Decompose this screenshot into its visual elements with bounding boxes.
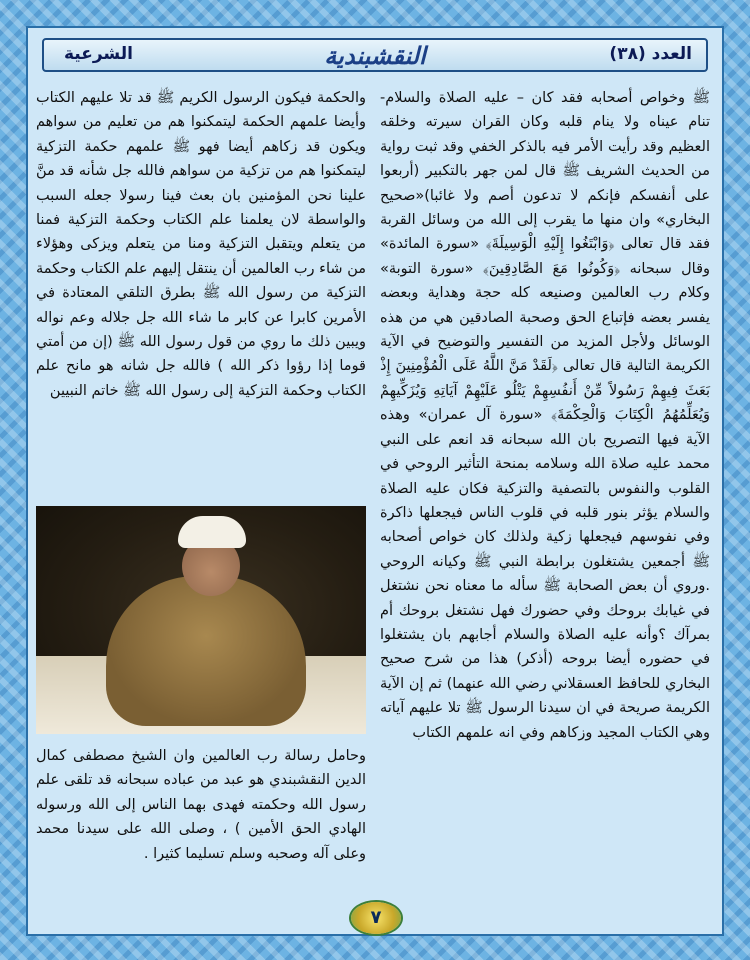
left-column-bottom-text: وحامل رسالة رب العالمين وان الشيخ مصطفى كمال الدين النقشبندي هو عبد من عباده سبحانه قد تلقى علم رسول الله وحكمته فهدى بهما الناس إلى الله ورسوله الهادي الحق الأمين ) ، وصلى الله على سيدنا محمد وعلى آله وصحبه وسلم تسليما كثيرا . — [36, 748, 366, 862]
magazine-title: النقشبندية — [324, 41, 426, 70]
left-column-bottom — [36, 744, 366, 924]
right-column-text: ﷺ وخواص أصحابه فقد كان – عليه الصلاة والسلام- تنام عيناه ولا ينام قلبه وكان القران سيرته وخلقه العظيم وقد رأيت الأمر فيه بالذكر الخفي وقد ثبت رواية من الحديث الشريف ﷺ قال لمن جهر بالتكبير (أربعوا على أنفسكم فإنكم لا تدعون أصم ولا غائبا)«صحيح البخاري» وان منها ما يقرب إلى الله من وسائل القربة فقد قال تعالى ﴿وَابْتَغُوا إِلَيْهِ الْوَسِيلَةَ﴾ «سورة المائدة» وقال سبحانه ﴿وَكُونُوا مَعَ الصَّادِقِينَ﴾ «سورة التوبة» وكلام رب العالمين وصنيعه كله حجة وهداية وبعضه يفسر بعضه فإتباع الحق وصحبة الصادقين هي من هذه الوسائل ولأجل المزيد من التفسير والتوضيح في الآية الكريمة التالية قال تعالى ﴿لَقَدْ مَنَّ اللَّهُ عَلَى الْمُؤْمِنِينَ إِذْ بَعَثَ فِيهِمْ رَسُولاً مِّنْ أَنفُسِهِمْ يَتْلُو عَلَيْهِمْ آيَاتِهِ وَيُزَكِّيهِمْ وَيُعَلِّمُهُمُ الْكِتَابَ وَالْحِكْمَةَ﴾ «سورة آل عمران» وهذه الآية فيها التصريح بان الله سبحانه قد انعم على النبي محمد عليه صلاة الله وسلامه بمنحة التأثير الروحي في القلوب والنفوس بالتصفية والتزكية فكان عليه الصلاة والسلام يؤثر بنور قلبه في قلوب الناس فيجعلها ذاكرة وفي نفوسهم فيجعلها زكية ولذلك كان خواص أصحابه ﷺ أجمعين يشتغلون برابطة النبي ﷺ وكيانه الروحي .وروي أن بعض الصحابة ﷺ سأله ما معناه نحن نشتغل في غيابك بروحك وفي حضورك فهل نشتغل بروحك أم بمرآك ؟وأنه عليه الصلاة والسلام أجابهم بان يشتغلوا في حضوره أيضا بروحه (أذكر) هذا من شرح صحيح البخاري للحافظ العسقلاني رضي الله عنهما) ثم إن الآية الكريمة صريحة في ان سيدنا الرسول ﷺ تلا عليهم آياته وهي الكتاب المجيد وزكاهم وفي انه علمهم الكتاب — [380, 90, 710, 741]
right-column — [380, 86, 710, 928]
page-body — [26, 26, 724, 936]
photo-figure-turban — [178, 516, 246, 548]
section-name: الشرعية — [64, 44, 133, 64]
page-number-badge: ٧ — [351, 902, 401, 934]
left-column-top — [36, 86, 366, 502]
left-column-top-text: والحكمة فيكون الرسول الكريم ﷺ قد تلا عليهم الكتاب وأيضا علمهم الحكمة ليتمكنوا هم من تعليم من سواهم ويكون قد زكاهم أيضا فهو ﷺ علمهم حكمة التزكية ليتمكنوا هم من تزكية من سواهم فالله جل شأنه قد منَّ علينا نحن المؤمنين بان بعث فينا رسولا جعله السبب والواسطة لان يعلمنا علم الكتاب وحكمة التزكية فمنا من يتعلم ويتقبل التزكية ومنا من يتعلم ويزكى وهؤلاء من شاء رب العالمين أن ينتقل إليهم علم الكتاب وحكمة التزكية من رسول الله ﷺ بطرق التلقي المعتادة في الأمرين كابرا عن كابر ما شاء الله جل جلاله وعم نواله ويبين ذلك ما روي من قول رسول الله ﷺ (إن من أمتي قوما إذا رؤوا ذكر الله ) فالله جل شانه هو مانح علم الكتاب وحكمة التزكية إلى رسول الله ﷺ خاتم النبيين — [36, 90, 366, 399]
issue-number: العدد (٣٨) — [609, 44, 692, 64]
sheikh-photo — [36, 506, 366, 734]
photo-figure-body — [106, 576, 306, 726]
page-header — [42, 38, 708, 72]
